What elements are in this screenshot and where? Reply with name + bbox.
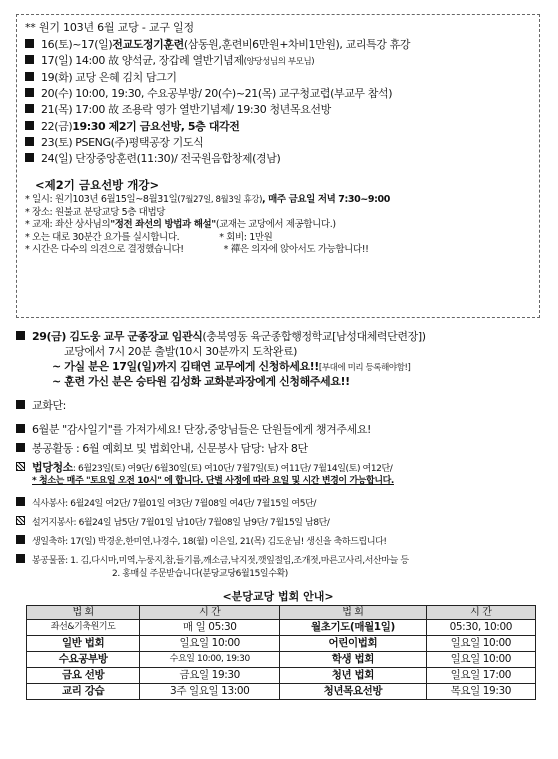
item-bold: 19:30 제2기 금요선방, 5층 대각전 <box>72 119 240 133</box>
note-text-right: * 禪은 의자에 앉아서도 가능합니다!! <box>223 244 369 256</box>
note-text: * 일시: 원기103년 6월15일~8월31일 <box>25 194 178 206</box>
table-cell: 일요일 17:00 <box>426 668 535 684</box>
item-small: [부대에 미리 등록해야함!] <box>318 363 411 373</box>
note-line <box>25 194 531 207</box>
column-header: 법 회 <box>27 606 140 620</box>
service-table <box>26 605 536 700</box>
table-cell: 월초기도(매월1일) <box>280 620 426 636</box>
announcement-line <box>16 345 540 360</box>
table-cell: 좌선&기축원기도 <box>27 620 140 636</box>
bullet-square-icon <box>25 88 34 97</box>
friday-seon-notes <box>25 194 531 257</box>
table-row <box>27 636 536 652</box>
announcement-line <box>16 360 540 375</box>
friday-seon-title: <제2기 금요선방 개강> <box>35 177 160 192</box>
schedule-item <box>25 71 531 87</box>
bullet-square-icon <box>25 55 34 64</box>
note-line <box>25 219 531 232</box>
item-text: 21(목) 17:00 故 조용락 영가 열반기념제/ 19:30 청년목요선방 <box>41 103 331 117</box>
schedule-item <box>25 87 531 103</box>
hatched-square-icon <box>16 516 25 525</box>
note-bold: , 매주 금요일 저녁 7:30~9:00 <box>262 194 390 206</box>
bullet-square-icon <box>25 121 34 130</box>
table-row <box>27 652 536 668</box>
table-cell: 일요일 10:00 <box>140 636 280 652</box>
page <box>16 14 540 700</box>
announcements <box>16 330 540 584</box>
item-text: 17(일) 14:00 故 양석균, 장갑례 열반기념제 <box>41 54 244 68</box>
item-bold: ~ 가실 분은 17일(일)까지 김태연 교무에게 신청하세요!! <box>52 360 319 373</box>
bullet-square-icon <box>16 497 25 506</box>
item-text: : 6월23일(토) 여9단/ 6월30일(토) 여10단/ 7월7일(토) 여11단/ 7월14일(토) 여12단/ <box>72 464 393 474</box>
bullet-square-icon <box>25 104 34 113</box>
table-cell: 청년 법회 <box>280 668 426 684</box>
bullet-square-icon <box>16 443 25 452</box>
schedule-item <box>25 103 531 119</box>
bullet-square-icon <box>25 39 34 48</box>
bullet-square-icon <box>16 535 25 544</box>
bullet-square-icon <box>25 72 34 81</box>
note-text: * 오는 대로 30분간 요가를 실시합니다. <box>25 231 180 243</box>
table-cell: 매 일 05:30 <box>140 620 280 636</box>
schedule-item <box>25 120 531 136</box>
table-cell: 일반 법회 <box>27 636 140 652</box>
table-header-row <box>27 606 536 620</box>
bullet-square-icon <box>16 400 25 409</box>
column-header: 법 회 <box>280 606 426 620</box>
item-text: 2. 홍매실 주문받습니다(분당교당6월15일수확) <box>112 569 288 579</box>
schedule-item <box>25 136 531 152</box>
item-text: 19(화) 교당 은혜 김치 담그기 <box>41 70 177 84</box>
announcement-item <box>16 461 540 476</box>
schedule-header: ** 원기 103년 6월 교당 - 교구 일정 <box>25 21 194 34</box>
announcement-item <box>16 442 540 457</box>
table-row <box>27 668 536 684</box>
note-line <box>25 232 531 245</box>
item-note: * 청소는 매주 "토요일 오전 10시" 에 합니다. 단별 사정에 따라 요일 및 시간 변경이 가능합니다. <box>32 476 394 486</box>
item-text: 봉공활동 : 6월 예회보 및 법회안내, 신문봉사 담당: 남자 8단 <box>32 442 308 455</box>
note-text: * 장소: 원불교 분당교당 5층 대법당 <box>25 206 165 218</box>
schedule-list <box>25 38 531 168</box>
item-text: 24(일) 단장중앙훈련(11:30)/ 전국원음합창제(경남) <box>41 152 281 166</box>
item-text: 16(토)~17(일) <box>41 38 113 52</box>
announcement-item <box>16 423 540 438</box>
table-cell: 청년목요선방 <box>280 684 426 700</box>
item-text: 봉공물품: 1. 김,다시마,미역,누룽지,참,들기름,깨소금,낙지젓,깻잎절임,조개젓,마른고사리,서산마늘 등 <box>32 556 409 566</box>
schedule-item <box>25 54 531 70</box>
table-cell: 3주 일요일 13:00 <box>140 684 280 700</box>
bullet-square-icon <box>25 153 34 162</box>
announcement-item <box>16 399 540 414</box>
table-caption: <분당교당 법회 안내> <box>222 590 334 603</box>
announcement-item <box>16 330 540 345</box>
item-text: 식사봉사: 6월24일 여2단/ 7월01일 여3단/ 7월08일 여4단/ 7월15일 여5단/ <box>32 499 316 509</box>
announcement-item <box>16 535 540 550</box>
announcement-item <box>16 497 540 512</box>
item-text: 6월분 "감사일기"를 가져가세요! 단장,중앙님들은 단원들에게 챙겨주세요! <box>32 423 372 436</box>
note-text: * 교재: 좌산 상사님의 <box>25 219 111 231</box>
item-text: 20(수) 10:00, 19:30, 수요공부방/ 20(수)~21(목) 교구청교렵(부교무 참석) <box>41 87 393 101</box>
note-text: * 시간은 다수의 의견으로 결정했습니다! <box>25 244 184 256</box>
item-text: 설거지봉사: 6월24일 남5단/ 7월01일 남10단/ 7월08일 남9단/ 7월15일 남8단/ <box>32 518 330 528</box>
table-cell: 일요일 10:00 <box>426 636 535 652</box>
column-header: 시 간 <box>140 606 280 620</box>
table-cell: 05:30, 10:00 <box>426 620 535 636</box>
note-bold: "정전 좌선의 방법과 해설" <box>110 219 216 231</box>
bullet-square-icon <box>16 424 25 433</box>
item-text: 23(토) PSENG(주)평택공장 기도식 <box>41 135 204 149</box>
note-text-tail: (교재는 교당에서 제공합니다.) <box>215 219 336 231</box>
item-text: (충북영동 육군종합행정학교[남성대체력단련장]) <box>202 330 426 343</box>
table-cell: 목요일 19:30 <box>426 684 535 700</box>
schedule-item <box>25 152 531 168</box>
bullet-square-icon <box>16 554 25 563</box>
item-bold: ~ 훈련 가신 분은 승타원 김성화 교화분과장에게 신청해주세요!! <box>52 375 350 388</box>
table-cell: 학생 법회 <box>280 652 426 668</box>
item-text-tail: (삼동원,훈련비6만원+차비1만원), 교리특강 휴강 <box>183 38 411 52</box>
table-cell: 수요일 10:00, 19:30 <box>140 652 280 668</box>
table-cell: 어린이법회 <box>280 636 426 652</box>
bullet-square-icon <box>25 137 34 146</box>
announcement-line <box>16 569 540 584</box>
item-small: (양당성님의 부모님) <box>243 57 315 68</box>
table-cell: 수요공부방 <box>27 652 140 668</box>
announcement-item <box>16 554 540 569</box>
table-cell: 교리 강습 <box>27 684 140 700</box>
schedule-box <box>16 14 540 318</box>
note-text-right: * 회비: 1만원 <box>219 231 273 243</box>
item-text: 교화단: <box>32 399 66 412</box>
item-text: 생일축하: 17(일) 박경운,한미연,나경수, 18(월) 이은일, 21(목) 김도운님! 생신을 축하드립니다! <box>32 537 387 547</box>
item-text: 교당에서 7시 20분 출발(10시 30분까지 도착완료) <box>64 345 298 358</box>
item-text: 22(금) <box>41 119 73 133</box>
column-header: 시 간 <box>426 606 535 620</box>
table-cell: 금요 선방 <box>27 668 140 684</box>
table-row <box>27 684 536 700</box>
schedule-item <box>25 38 531 54</box>
announcement-item <box>16 516 540 531</box>
announcement-line <box>16 476 540 491</box>
announcement-line <box>16 375 540 390</box>
table-cell: 금요일 19:30 <box>140 668 280 684</box>
table-cell: 일요일 10:00 <box>426 652 535 668</box>
bullet-square-icon <box>16 331 25 340</box>
item-bold: 법당청소 <box>32 461 73 474</box>
note-small: (7월27일, 8월3일 휴강) <box>177 195 263 206</box>
table-row <box>27 620 536 636</box>
note-line <box>25 244 531 257</box>
item-bold: 29(금) 김도웅 교무 군종장교 임관식 <box>32 330 203 343</box>
hatched-square-icon <box>16 462 25 471</box>
note-line <box>25 207 531 220</box>
item-bold: 전교도정기훈련 <box>112 38 184 52</box>
